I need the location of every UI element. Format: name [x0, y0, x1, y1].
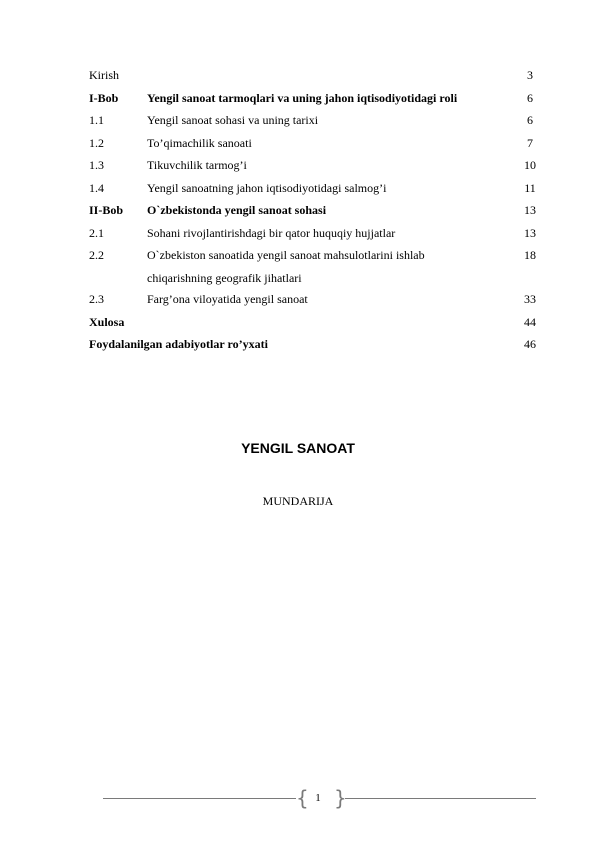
left-bracket-icon: {: [296, 786, 309, 810]
right-bracket-icon: }: [334, 786, 347, 810]
toc-title: Xulosa: [89, 314, 125, 329]
toc-row: [89, 177, 545, 200]
toc-row: [89, 311, 545, 334]
toc-page: 46: [524, 337, 536, 351]
toc-row: [89, 244, 545, 288]
toc-page: 10: [524, 158, 536, 172]
toc-number: 1.1: [89, 113, 104, 127]
toc-row: [89, 87, 545, 110]
toc-page: 13: [524, 225, 536, 240]
toc-page: 3: [527, 68, 533, 82]
toc-number: 1.4: [89, 180, 104, 195]
toc-row: [89, 154, 545, 177]
document-subheading: MUNDARIJA: [262, 494, 334, 508]
toc-page: 33: [524, 292, 536, 306]
toc-title: Yengil sanoat sohasi va uning tarixi: [147, 113, 319, 127]
toc-title: Foydalanilgan adabiyotlar ro’yxati: [89, 337, 268, 351]
footer-divider-right: [345, 798, 536, 799]
toc-number: 1.2: [89, 135, 104, 150]
toc-number: I-Bob: [89, 90, 119, 105]
toc-row: [89, 288, 545, 311]
toc-title: O`zbekiston sanoatida yengil sanoat mahsulotlarini ishlab chiqarishning geografik jihatlari: [147, 248, 425, 285]
toc-page: 11: [524, 180, 536, 195]
toc-title: Tikuvchilik tarmog’i: [147, 158, 247, 172]
toc-row: [89, 64, 545, 87]
toc-page: 44: [524, 314, 536, 329]
toc-row: [89, 132, 545, 155]
toc-title: Sohani rivojlantirishdagi bir qator huquqiy hujjatlar: [147, 225, 396, 240]
toc-page: 18: [524, 248, 536, 262]
toc-row: [89, 109, 545, 132]
toc-page: 7: [527, 135, 533, 150]
footer-divider-left: [103, 798, 296, 799]
toc-row: [89, 199, 545, 222]
toc-title: Farg’ona viloyatida yengil sanoat: [147, 292, 308, 306]
page-number: 1: [315, 792, 321, 804]
toc-page: 6: [527, 113, 533, 127]
toc-title: To’qimachilik sanoati: [147, 135, 252, 150]
toc-number: 2.1: [89, 225, 104, 240]
toc-number: 1.3: [89, 158, 104, 172]
toc-page: 13: [524, 203, 536, 217]
toc-page: 6: [527, 90, 533, 105]
toc-number: 2.2: [89, 248, 104, 262]
toc-number: II-Bob: [89, 203, 124, 217]
table-of-contents: [89, 64, 545, 356]
toc-title: Yengil sanoatning jahon iqtisodiyotidagi salmog’i: [147, 180, 387, 195]
toc-title: Yengil sanoat tarmoqlari va uning jahon iqtisodiyotidagi roli: [147, 90, 458, 105]
toc-title: O`zbekistonda yengil sanoat sohasi: [147, 203, 327, 217]
toc-row: [89, 222, 545, 245]
toc-row: [89, 333, 545, 356]
toc-title: Kirish: [89, 68, 119, 82]
document-heading: YENGIL SANOAT: [241, 440, 355, 456]
toc-number: 2.3: [89, 292, 104, 306]
